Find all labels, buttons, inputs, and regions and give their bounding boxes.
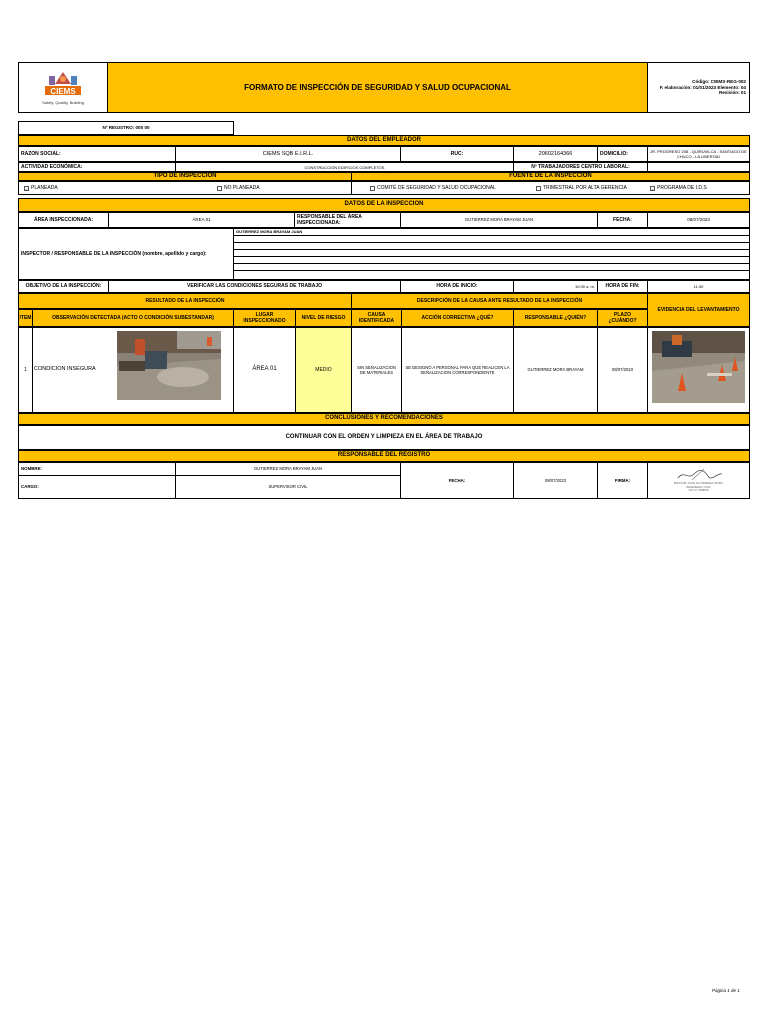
signature-icon: [674, 468, 724, 482]
option-programa[interactable]: [650, 184, 707, 192]
col-item: ITEM: [18, 309, 33, 327]
option-no-planeada[interactable]: [217, 184, 260, 192]
page-number: Página 1 de 1: [712, 987, 740, 993]
trabajadores-value: [647, 162, 750, 172]
responsable-area-value: GUTIERREZ MORA BRAYAM JUAN: [400, 212, 598, 228]
firma-role: INGENIERO CIVIL: [685, 484, 712, 489]
firma-name: BRAYAM JUAN GUTIERREZ MORA: [674, 480, 723, 485]
option-trimestral[interactable]: [536, 184, 627, 192]
option-trimestral-label: TRIMESTRAL POR ALTA GERENCIA: [543, 185, 627, 191]
fuente-inspeccion-title: FUENTE DE LA INSPECCIÓN: [351, 172, 750, 181]
col-lugar: LUGAR INSPECCIONADO: [233, 309, 296, 327]
logo-cell: [18, 62, 108, 113]
inspector-label: INSPECTOR / RESPONSABLE DE LA INSPECCIÓN (nombre, apellido y cargo):: [18, 228, 234, 280]
area-value: ÁREA 01: [108, 212, 295, 228]
inspeccion-section-title: DATOS DE LA INSPECCION: [18, 198, 750, 212]
inspector-value: GUTIERREZ MORA BRAYAM JUAN: [236, 229, 303, 234]
divider: [233, 270, 750, 271]
fecha-value: 08/07/2023: [647, 212, 750, 228]
evidence-photo: [652, 331, 745, 403]
col-plazo: PLAZO ¿CUÁNDO?: [597, 309, 648, 327]
col-accion: ACCIÓN CORRECTIVA ¿QUÉ?: [401, 309, 514, 327]
objetivo-label: OBJETIVO DE LA INSPECCIÓN:: [18, 280, 109, 293]
razon-social-label: RAZON SOCIAL:: [18, 146, 176, 162]
area-label: ÁREA INSPECCIONADA:: [18, 212, 109, 228]
nombre-label: NOMBRE:: [18, 462, 176, 476]
checkbox-icon[interactable]: ✓: [651, 186, 655, 192]
ruc-label: RUC:: [400, 146, 514, 162]
fecha-label: FECHA:: [597, 212, 648, 228]
col-nivel: NIVEL DE RIESGO: [295, 309, 352, 327]
cargo-label: CARGO:: [18, 475, 176, 499]
row-responsable: GUTIERREZ MORA BRAYAM: [513, 327, 598, 413]
actividad-value: CONSTRUCCIÓN EDIFICIOS COMPLETOS: [175, 162, 514, 172]
option-no-planeada-label: NO PLANEADA: [224, 185, 260, 191]
logo-subtext: Safety, Quality, Building: [42, 100, 84, 105]
divider: [233, 256, 750, 257]
hora-fin-value: 11:30: [647, 280, 750, 293]
row-nivel-riesgo: MEDIO: [295, 327, 352, 413]
checkbox-icon[interactable]: [370, 186, 375, 191]
divider: [233, 242, 750, 243]
row-accion: SE DESIGNÓ A PERSONAL PARA QUE REALICEN LA SEÑALIZACION CORRESPONDIENTE: [401, 327, 514, 413]
col-responsable: RESPONSABLE ¿QUIÉN?: [513, 309, 598, 327]
row-lugar: ÁREA 01: [233, 327, 296, 413]
razon-social-value: CIEMS SQB E.I.R.L.: [175, 146, 401, 162]
registro-fecha-label: FECHA:: [400, 462, 514, 499]
firma-label: FIRMA:: [597, 462, 648, 499]
domicilio-label: DOMICILIO:: [597, 146, 648, 162]
logo-icon: [41, 70, 85, 100]
domicilio-value: JR. PROGRESO 208 - QUIRUVILCA - SANTIAGO DE CHUCO - LA LIBERTAD: [647, 146, 750, 162]
resultado-title: RESULTADO DE LA INSPECCIÓN: [18, 293, 352, 309]
logo-text: CIEMS: [50, 87, 76, 96]
trabajadores-label: Nº TRABAJADORES CENTRO LABORAL:: [513, 162, 648, 172]
registro-responsable-title: RESPONSABLE DEL REGISTRO: [18, 450, 750, 462]
document-code: Código: CIEMS-REG-002: [692, 78, 746, 84]
divider: [233, 263, 750, 264]
objetivo-value: VERIFICAR LAS CONDICIONES SEGURAS DE TRABAJO: [108, 280, 401, 293]
document-code-block: [647, 62, 750, 113]
divider: [233, 249, 750, 250]
conclusiones-text: CONTINUAR CON EL ORDEN Y LIMPIEZA EN EL ÁREA DE TRABAJO: [18, 425, 750, 450]
row-observacion: CONDICION INSEGURA: [34, 366, 96, 372]
row-plazo: 08/07/2023: [597, 327, 648, 413]
conclusiones-title: CONCLUSIONES Y RECOMENDACIONES: [18, 413, 750, 425]
observation-photo: [117, 331, 221, 400]
hora-inicio-value: 10:30 a. m.: [513, 280, 598, 293]
ruc-value: 20602164366: [513, 146, 598, 162]
hora-inicio-label: HORA DE INICIO:: [400, 280, 514, 293]
registro-number: Nº REGISTRO: 000 00: [18, 121, 234, 135]
option-comite-label: COMITÉ DE SEGURIDAD Y SALUD OCUPACIONAL: [377, 185, 496, 191]
divider: [233, 235, 750, 236]
col-causa: CAUSA IDENTIFICADA: [351, 309, 402, 327]
hora-fin-label: HORA DE FIN:: [597, 280, 648, 293]
document-title: FORMATO DE INSPECCIÓN DE SEGURIDAD Y SALUD OCUPACIONAL: [107, 62, 648, 113]
causa-section-title: DESCRIPCIÓN DE LA CAUSA ANTE RESULTADO DE LA INSPECCIÓN: [351, 293, 648, 309]
registro-fecha-value: 08/07/2023: [513, 462, 598, 499]
firma-cip: CIP N° 298636: [688, 488, 709, 493]
checkbox-icon[interactable]: [217, 186, 222, 191]
option-comite[interactable]: [370, 184, 496, 192]
option-programa-label: PROGRAMA DE I.D.S: [657, 185, 707, 191]
checkbox-icon[interactable]: ✓: [25, 186, 29, 192]
nombre-value: GUTIERREZ MORA BRAYAM JUAN: [175, 462, 401, 476]
document-revision: Revisión: 01: [718, 90, 746, 96]
actividad-label: ACTIVIDAD ECONÓMICA:: [18, 162, 176, 172]
firma-cell: [647, 462, 750, 499]
empleador-section-title: DATOS DEL EMPLEADOR: [18, 135, 750, 146]
option-planeada-label: PLANEADA: [31, 185, 58, 191]
document-elaboration: F. elaboración: 01/01/2023 Elemento: 04: [659, 84, 746, 90]
checkbox-icon[interactable]: [536, 186, 541, 191]
row-causa: SIN SEÑALIZACION DE MATERIALES: [351, 327, 402, 413]
responsable-area-label: RESPONSABLE DEL ÁREA INSPECCIONADA:: [294, 212, 401, 228]
option-planeada[interactable]: [24, 184, 58, 192]
row-item: 1: [18, 327, 33, 413]
tipo-inspeccion-options: [18, 181, 352, 195]
evidencia-title: EVIDENCIA DEL LEVANTAMIENTO: [647, 293, 750, 327]
tipo-inspeccion-title: TIPO DE INSPECCIÓN: [18, 172, 352, 181]
cargo-value: SUPERVISOR CIVIL: [175, 475, 401, 499]
col-observacion: OBSERVACIÓN DETECTADA (ACTO O CONDICIÓN SUBESTANDAR): [32, 309, 234, 327]
